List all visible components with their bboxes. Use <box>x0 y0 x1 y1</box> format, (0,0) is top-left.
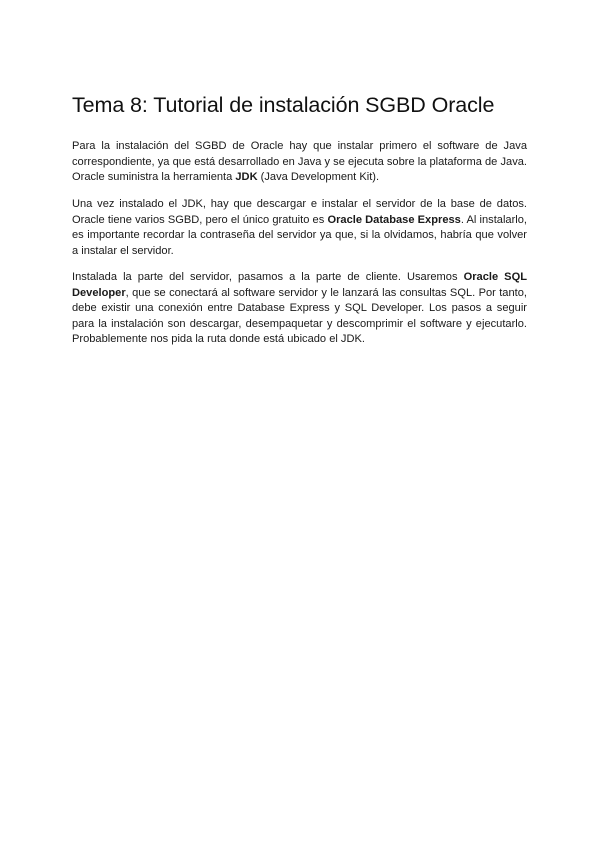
document-title: Tema 8: Tutorial de instalación SGBD Oracle <box>72 93 495 117</box>
paragraph-jdk <box>72 139 527 186</box>
paragraph-client <box>72 270 527 348</box>
paragraph-text: Una vez instalado el JDK, hay que descargar e instalar el servidor de la base de datos. Oracle tiene varios SGBD, pero el único gratuito es <box>72 198 527 226</box>
bold-term-sql-developer: Oracle SQL Developer <box>72 271 527 299</box>
paragraph-server <box>72 197 527 259</box>
paragraph-text: , que se conectará al software servidor y le lanzará las consultas SQL. Por tanto, debe existir una conexión entre Database Express y SQL Developer. Los pasos a seguir para la instalación son descargar, desempaquetar y descomprimir el software y ejecutarlo. Probablemente nos pida la ruta donde está ubicado el JDK. <box>72 286 527 346</box>
paragraph-text: (Java Development Kit). <box>257 171 380 184</box>
paragraph-text: Instalada la parte del servidor, pasamos a la parte de cliente. Usaremos <box>72 271 464 283</box>
paragraph-text: Para la instalación del SGBD de Oracle hay que instalar primero el software de Java correspondiente, ya que está desarrollado en Java y se ejecuta sobre la plataforma de Java. Oracle suministra la herramienta <box>72 140 527 184</box>
bold-term-jdk: JDK <box>235 171 258 184</box>
paragraph-text: . Al instalarlo, es importante recordar la contraseña del servidor ya que, si la olvidamos, habría que volver a instalar el servidor. <box>72 213 527 257</box>
bold-term-database-express: Oracle Database Express <box>327 213 461 226</box>
